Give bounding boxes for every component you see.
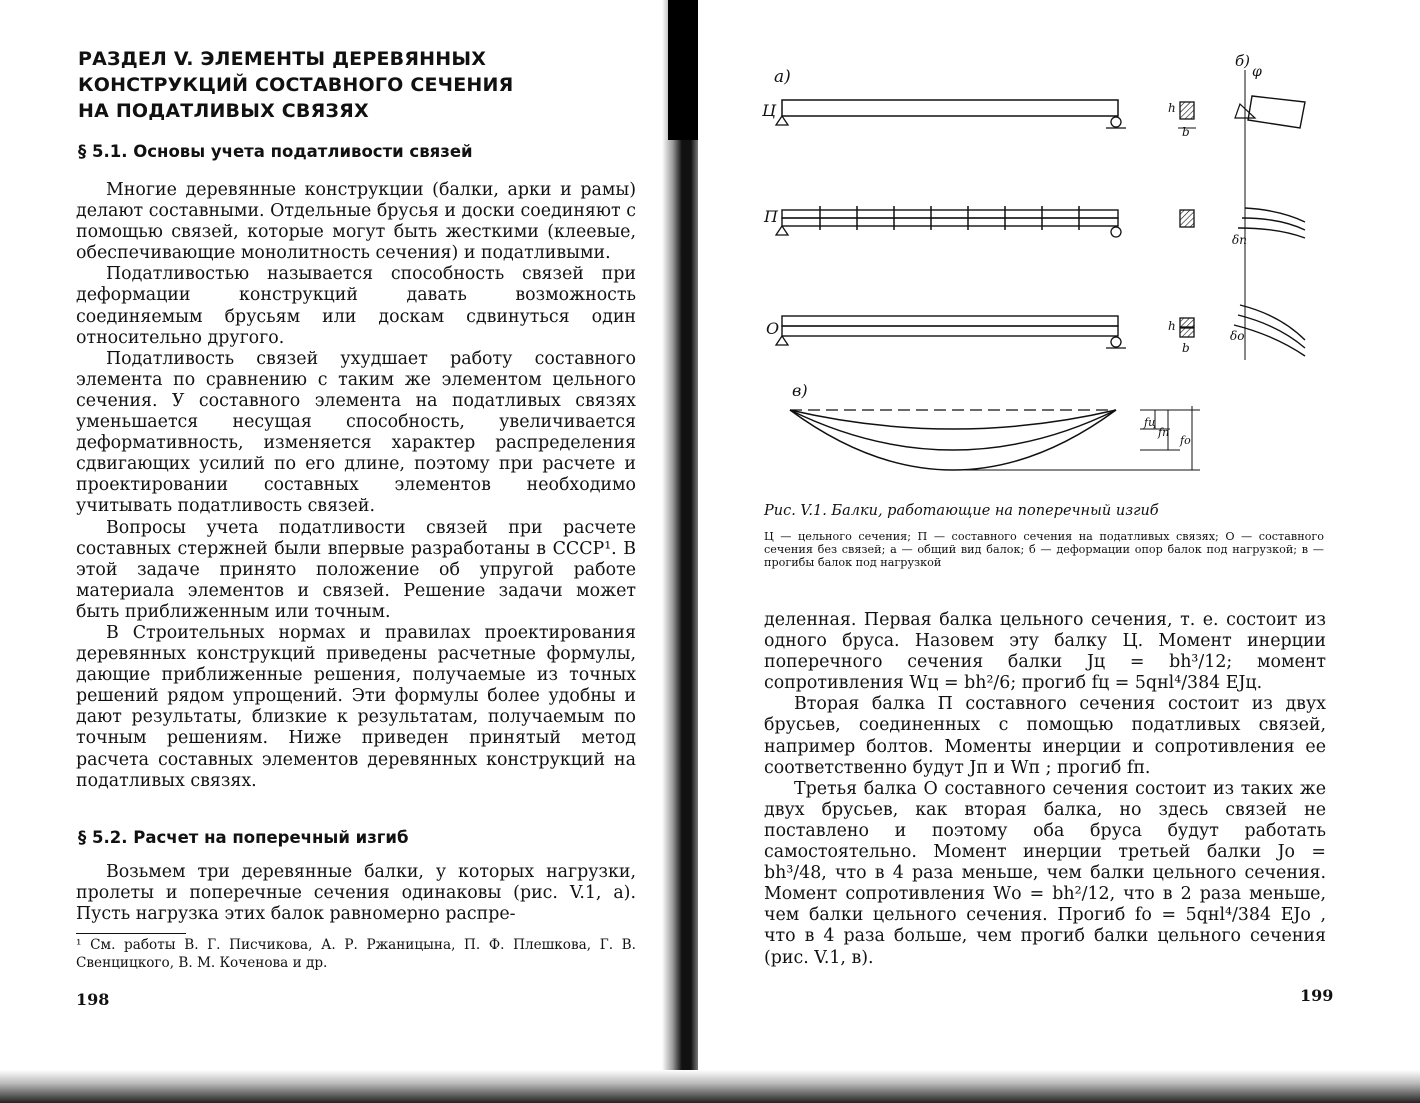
footnote: ¹ См. работы В. Г. Писчикова, А. Р. Ржаницына, П. Ф. Плешкова, Г. В. Свенцицкого, В. М. Коченова и др.: [76, 937, 636, 971]
section-title-line-3: НА ПОДАТЛИВЫХ СВЯЗЯХ: [78, 100, 369, 122]
paragraph-heading-5-2: § 5.2. Расчет на поперечный изгиб: [78, 828, 409, 847]
footnote-rule: [76, 933, 186, 934]
left-body-text-2: [76, 862, 636, 925]
paragraph: В Строительных нормах и правилах проектирования деревянных конструкций приведены расчетные формулы, дающие приближенные решения, получаемые из точных решений рядом упрощений. Эти формулы более удобны и дают результаты, близкие к результатам, получаемым по точным решениям. Ниже приведен принятый метод расчета составных элементов деревянных конструкций на податливых связях.: [76, 622, 636, 791]
figure-caption-body: Ц — цельного сечения; П — составного сечения на податливых связях; О — составного сечения без связей; а — общий вид балок; б — деформации опор балок под нагрузкой; в — прогибы балок под нагрузкой: [764, 530, 1324, 569]
deformed-beam-o: [1240, 305, 1305, 340]
scan-bottom-edge: [0, 1070, 1420, 1103]
fp-label: fп: [1158, 426, 1170, 439]
figure-label-b: б): [1235, 52, 1251, 70]
beam-o-top: [782, 316, 1118, 326]
paragraph: Вторая балка П составного сечения состоит из двух брусьев, соединенных с помощью податливых связей, например болтов. Моменты инерции и сопротивления ее соответственно будут Jп и Wп ; прогиб fп.: [764, 694, 1326, 778]
dim-h-label: h: [1168, 101, 1176, 115]
beam-label-p: П: [764, 207, 778, 226]
roller-support-icon: [1111, 117, 1121, 127]
section-title-line-1: РАЗДЕЛ V. ЭЛЕМЕНТЫ ДЕРЕВЯННЫХ: [78, 48, 487, 70]
pin-support-icon: [776, 116, 788, 125]
deformed-beam-c: [1248, 96, 1305, 128]
page-number-left: 198: [76, 990, 110, 1009]
roller-support-icon: [1111, 337, 1121, 347]
section-solid: [1180, 102, 1194, 119]
section-title-line-2: КОНСТРУКЦИЙ СОСТАВНОГО СЕЧЕНИЯ: [78, 74, 514, 96]
section-bolted: [1180, 210, 1194, 227]
beam-o-bottom: [782, 326, 1118, 336]
right-body-text: [764, 610, 1326, 969]
paragraph: Податливостью называется способность связей при деформации конструкций давать возможность соединяемым брусьям или доскам сдвинуться один относительно другого.: [76, 264, 636, 348]
fo-label: fо: [1180, 434, 1191, 447]
book-spine-shadow: [662, 0, 698, 1103]
svg-text:b: b: [1182, 341, 1190, 355]
paragraph: деленная. Первая балка цельного сечения, т. е. состоит из одного бруса. Назовем эту балку Ц. Момент инерции поперечного сечения балки Jц = bh³/12; момент сопротивления Wц = bh²/6; прогиб fц = 5qнl⁴/384 EJц.: [764, 610, 1326, 694]
dim-b-label: b: [1182, 125, 1190, 139]
section-title: [78, 46, 638, 124]
beam-label-o: О: [766, 319, 780, 338]
deflection-curve-p: [790, 410, 1116, 450]
beam-p-top: [782, 210, 1118, 218]
beam-p-bottom: [782, 218, 1118, 226]
page-number-right: 199: [1300, 986, 1334, 1005]
paragraph: Вопросы учета податливости связей при расчете составных стержней были впервые разработаны в СССР¹. В этой задаче принято положение об упругой работе материала элементов и связей. Решение задачи может быть приближенным или точным.: [76, 517, 636, 622]
paragraph: Многие деревянные конструкции (балки, арки и рамы) делают составными. Отдельные брусья и доски соединяют с помощью связей, которые могут быть жесткими (клеевые, обеспечивающие монолитность сечения) и податливыми.: [76, 180, 636, 264]
book-spine-dark: [668, 0, 698, 140]
paragraph: Возьмем три деревянные балки, у которых нагрузки, пролеты и поперечные сечения одинаковы (рис. V.1, а). Пусть нагрузка этих балок равномерно распре-: [76, 862, 636, 925]
deformed-beam-p: [1245, 208, 1305, 222]
beam-c: [782, 100, 1118, 116]
paragraph: Третья балка О составного сечения состоит из таких же двух брусьев, как вторая балка, но здесь связей не поставлено и поэтому оба бруса будут работать самостоятельно. Момент инерции третьей балки Jо = bh³/48, что в 4 раза меньше, чем балки цельного сечения. Момент сопротивления Wо = bh²/12, что в 2 раза меньше, чем балки цельного сечения. Прогиб fо = 5qнl⁴/384 EJо , что в 4 раза больше, чем прогиб балки цельного сечения (рис. V.1, в).: [764, 778, 1327, 968]
roller-support-icon: [1111, 227, 1121, 237]
phi-label: φ: [1252, 64, 1262, 80]
deflection-curve-c: [790, 410, 1116, 429]
delta-o-label: δо: [1230, 329, 1245, 343]
beam-figure: [760, 40, 1330, 490]
figure-caption-title: Рис. V.1. Балки, работающие на поперечный изгиб: [764, 503, 1159, 519]
svg-text:h: h: [1168, 319, 1176, 333]
delta-p-label: δп: [1232, 233, 1247, 247]
figure-label-v: в): [792, 381, 808, 400]
paragraph: Податливость связей ухудшает работу составного элемента по сравнению с таким же элементом цельного сечения. У составного элемента на податливых связях уменьшается несущая способность, увеличивается деформативность, изменяется характер распределения сдвигающих усилий по его длине, поэтому при расчете и проектировании составных элементов необходимо учитывать податливость связей.: [76, 348, 636, 517]
beam-label-c: Ц: [762, 101, 776, 120]
pin-support-icon: [776, 226, 788, 235]
section-separate: [1180, 318, 1194, 327]
fc-label: fц: [1144, 416, 1156, 429]
figure-label-a: а): [774, 67, 791, 87]
left-body-text-1: [76, 180, 636, 792]
paragraph-heading-5-1: § 5.1. Основы учета податливости связей: [78, 142, 473, 161]
